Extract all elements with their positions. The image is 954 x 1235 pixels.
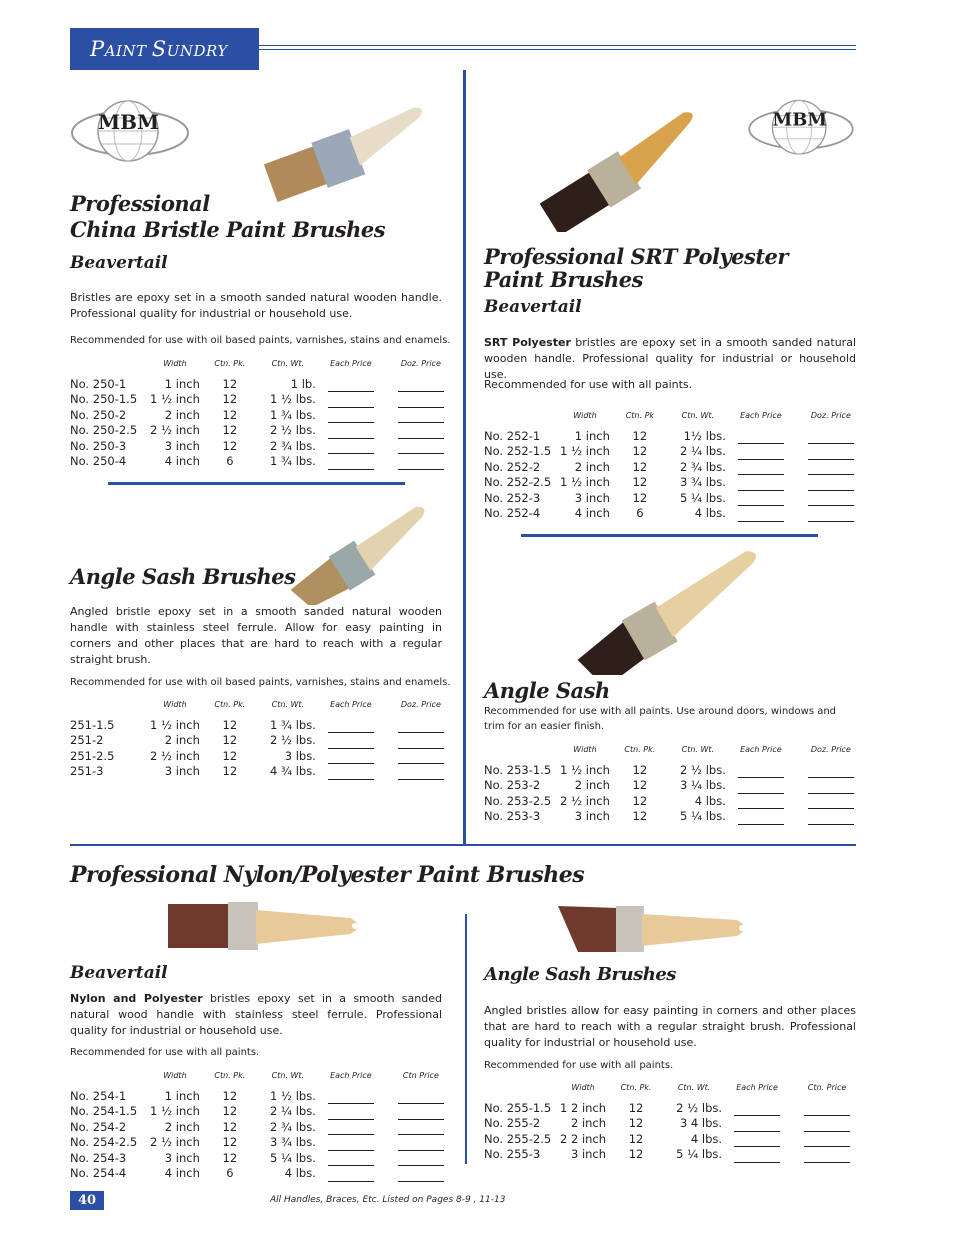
header-rule [259,49,856,50]
table-row [484,1116,862,1132]
angle-sash-title: Angle Sash Brushes [70,564,296,589]
each-price-blank [316,392,386,408]
china-description: Bristles are epoxy set in a smooth sanded natural wooden handle. Professional quality for industrial or household use. [70,291,442,320]
item-number: No. 250-2 [70,407,127,422]
column-divider [463,70,466,846]
total-price-blank [792,1147,862,1163]
each-price-blank [316,1151,386,1167]
mbm-logo [70,96,160,162]
width-cell: 1 ½ inch [560,444,610,458]
angle-sash-brush-image [270,495,450,605]
table-row [70,1104,456,1120]
nylon-beavertail-subtitle: Beavertail [70,963,168,983]
total-price-blank [386,1151,456,1167]
width-cell: 4 inch [164,1166,200,1180]
angle-sash-description: Angled bristle epoxy set in a smooth sanded natural wooden handle with stainless steel ferrule. Allow for easy painting in corners and other places that are hard to reach with a regular straight brush. [70,605,442,666]
item-number: No. 250-3 [70,438,127,453]
each-price-blank [316,377,386,393]
table-row [70,718,456,734]
carton-pack-cell: 12 [632,762,648,777]
angle-sash-srt-title: Angle Sash [484,678,610,703]
each-price-blank [316,439,386,455]
each-price-blank [722,1132,792,1148]
carton-pack-cell: 12 [222,423,238,437]
each-price-blank [722,1147,792,1163]
item-number: No. 255-2 [484,1116,541,1130]
total-price-blank [792,1132,862,1148]
item-number: No. 252-2 [484,459,541,474]
carton-weight-cell: 5 ¼ lbs. [679,490,726,505]
svg-text:MBM: MBM [772,109,828,131]
table-row [70,1089,456,1105]
width-cell: 1 ½ inch [150,717,200,732]
table-row [484,491,866,507]
nylon-angle-spec-table: Width Ctn. Pk. Ctn. Wt. Each Price Ctn. Price No. 255-1.5 1 2 inch 12 2 ½ lbs. No. 255-2 2 inch 12 3 4 lbs. No. 255-2.5 2 2 inch 12 4 lbs. No. 255-3 3 inch 12 5 ¼ lbs. [484,1080,862,1163]
each-price-blank [316,1166,386,1182]
total-price-blank [386,1135,456,1151]
width-cell: 2 inch [164,407,200,422]
carton-pack-cell: 6 [226,454,234,468]
width-cell: 2 ½ inch [150,423,200,437]
carton-weight-cell: 2 ¾ lbs. [679,459,726,474]
width-cell: 1 ½ inch [150,1104,200,1118]
width-cell: 2 inch [574,459,610,474]
total-price-blank [386,1089,456,1105]
nylon-beavertail-brush-image [160,896,370,958]
item-number: No. 255-3 [484,1147,541,1161]
carton-pack-cell: 12 [222,438,238,453]
carton-weight-cell: 4 ¾ lbs. [269,764,316,778]
carton-weight-cell: 3 ¾ lbs. [679,475,726,489]
item-number: No. 250-1 [70,376,127,391]
width-cell: 3 inch [164,764,200,778]
each-price-blank [726,794,796,810]
carton-weight-cell: 1 lb. [290,376,316,391]
each-price-blank [726,460,796,476]
china-subtitle: Beavertail [70,253,168,273]
width-cell: 4 inch [164,454,200,468]
each-price-blank [726,475,796,491]
each-price-blank [726,778,796,794]
carton-pack-cell: 12 [222,1150,238,1165]
carton-weight-cell: 5 ¼ lbs. [676,1147,723,1161]
carton-pack-cell: 12 [222,1104,238,1118]
table-row [70,1151,456,1167]
table-row [484,1147,862,1163]
nylon-angle-recommend: Recommended for use with all paints. [484,1060,674,1071]
each-price-blank [316,718,386,734]
total-price-blank [796,809,866,825]
srt-title: Professional SRT Polyester Paint Brushes [484,244,788,292]
carton-weight-cell: 4 lbs. [694,793,726,808]
carton-pack-cell: 12 [222,376,238,391]
carton-pack-cell: 12 [222,733,238,747]
carton-pack-cell: 6 [226,1166,234,1180]
item-number: No. 254-2.5 [70,1135,138,1149]
item-number: No. 254-1 [70,1088,127,1103]
table-row [70,764,456,780]
each-price-blank [726,429,796,445]
each-price-blank [316,1089,386,1105]
table-row [70,392,456,408]
each-price-blank [722,1116,792,1132]
carton-weight-cell: 5 ¼ lbs. [269,1150,316,1165]
each-price-blank [316,733,386,749]
nylon-title: Professional Nylon/Polyester Paint Brushes [70,862,585,888]
item-number: No. 253-3 [484,809,541,823]
carton-weight-cell: 2 ½ lbs. [676,1100,723,1115]
item-number: No. 252-3 [484,490,541,505]
item-number: No. 255-2.5 [484,1131,552,1146]
item-number: 251-2 [70,733,104,747]
total-price-blank [386,733,456,749]
carton-pack-cell: 6 [636,506,644,520]
carton-weight-cell: 2 ¼ lbs. [269,1104,316,1118]
carton-pack-cell: 12 [632,444,648,458]
page-number: 40 [70,1191,104,1210]
china-brush-image [222,92,442,202]
angle-sash-spec-table: Width Ctn. Pk. Ctn. Wt. Each Price Doz. Price 251-1.5 1 ½ inch 12 1 ¾ lbs. 251-2 2 inch 12 2 ½ lbs. 251-2.5 2 ½ inch 12 3 lbs. 251-3 3 inch 12 4 ¾ lbs. [70,697,456,780]
item-number: No. 253-1.5 [484,762,552,777]
table-row [70,1135,456,1151]
width-cell: 2 inch [574,778,610,792]
carton-pack-cell: 12 [628,1116,644,1130]
width-cell: 3 inch [570,1147,607,1161]
table-row [70,749,456,765]
table-row [70,733,456,749]
each-price-blank [316,764,386,780]
item-number: No. 253-2.5 [484,793,552,808]
carton-weight-cell: 2 ½ lbs. [269,733,316,747]
srt-subtitle: Beavertail [484,297,582,317]
table-row [484,429,866,445]
carton-weight-cell: 4 lbs. [694,506,726,520]
table-row [484,506,866,522]
item-number: No. 255-1.5 [484,1100,552,1115]
table-row [70,423,456,439]
table-row [70,1166,456,1182]
table-row [70,377,456,393]
total-price-blank [386,1120,456,1136]
carton-pack-cell: 12 [222,748,238,763]
china-title: Professional China Bristle Paint Brushes [70,191,386,242]
total-price-blank [386,749,456,765]
width-cell: 1 ½ inch [150,392,200,406]
carton-weight-cell: 1 ½ lbs. [269,1088,316,1103]
carton-weight-cell: 1½ lbs. [683,428,726,443]
carton-pack-cell: 12 [632,475,648,489]
total-price-blank [386,764,456,780]
total-price-blank [792,1101,862,1117]
table-row [484,460,866,476]
carton-weight-cell: 2 ½ lbs. [679,762,726,777]
total-price-blank [792,1116,862,1132]
width-cell: 3 inch [164,438,200,453]
srt-description: SRT Polyester bristles are epoxy set in a smooth sanded natural wooden handle. Professional quality for industrial or household use. [484,336,857,381]
item-number: 251-1.5 [70,717,115,732]
each-price-blank [316,1135,386,1151]
width-cell: 2 ½ inch [150,1135,200,1149]
carton-weight-cell: 1 ¾ lbs. [269,717,316,732]
total-price-blank [796,763,866,779]
section-divider [108,482,405,485]
width-cell: 2 2 inch [560,1131,607,1146]
carton-pack-cell: 12 [632,793,648,808]
carton-pack-cell: 12 [222,717,238,732]
srt-recommend: Recommended for use with all paints. [484,378,693,391]
each-price-blank [316,749,386,765]
total-price-blank [386,1166,456,1182]
total-price-blank [386,392,456,408]
item-number: 251-2.5 [70,748,115,763]
each-price-blank [316,423,386,439]
item-number: No. 252-1 [484,428,541,443]
table-row [484,1132,862,1148]
table-row [70,454,456,470]
total-price-blank [796,475,866,491]
carton-pack-cell: 12 [222,1135,238,1149]
nylon-beavertail-recommend: Recommended for use with all paints. [70,1047,260,1058]
carton-weight-cell: 1 ¾ lbs. [269,454,316,468]
width-cell: 2 inch [164,733,200,747]
width-cell: 4 inch [574,506,610,520]
carton-weight-cell: 2 ½ lbs. [269,423,316,437]
carton-weight-cell: 4 lbs. [690,1131,723,1146]
angle-sash-srt-description: Recommended for use with all paints. Use around doors, windows and trim for an easier finish. [484,706,837,732]
total-price-blank [796,778,866,794]
item-number: No. 254-1.5 [70,1104,138,1118]
width-cell: 1 inch [164,1088,200,1103]
total-price-blank [386,439,456,455]
nylon-beavertail-description: Nylon and Polyester bristles epoxy set in a smooth sanded natural wood handle with stainless steel ferrule. Professional quality for industrial or household use. [70,992,442,1037]
total-price-blank [386,408,456,424]
table-row [484,809,866,825]
item-number: No. 250-2.5 [70,423,138,437]
carton-weight-cell: 4 lbs. [284,1166,316,1180]
width-cell: 1 inch [164,376,200,391]
item-number: No. 252-2.5 [484,475,552,489]
width-cell: 2 inch [570,1116,607,1130]
srt-spec-table: Width Ctn. Pk Ctn. Wt. Each Price Doz. Price No. 252-1 1 inch 12 1½ lbs. No. 252-1.5 1 ½ inch 12 2 ¼ lbs. No. 252-2 2 inch 12 2 ¾ lbs. No. 252-2.5 1 ½ inch 12 3 ¾ lbs. No. 252-3 3 inch 12 5 ¼ lbs. No. 252-4 4 inch 6 4 lbs. [484,408,866,522]
each-price-blank [726,809,796,825]
item-number: No. 250-1.5 [70,392,138,406]
carton-weight-cell: 2 ¼ lbs. [679,444,726,458]
item-number: No. 254-2 [70,1119,127,1134]
table-row [70,1120,456,1136]
total-price-blank [796,444,866,460]
each-price-blank [726,444,796,460]
table-row [484,1101,862,1117]
carton-pack-cell: 12 [632,428,648,443]
total-price-blank [386,377,456,393]
carton-pack-cell: 12 [628,1147,644,1161]
table-row [484,794,866,810]
width-cell: 1 ½ inch [560,762,610,777]
carton-weight-cell: 2 ¾ lbs. [269,438,316,453]
carton-pack-cell: 12 [222,407,238,422]
carton-pack-cell: 12 [632,778,648,792]
angle-sash-srt-spec-table: Width Ctn. Pk. Ctn. Wt. Each Price Doz. Price No. 253-1.5 1 ½ inch 12 2 ½ lbs. No. 253-2 2 inch 12 3 ¼ lbs. No. 253-2.5 2 ½ inch 12 4 lbs. No. 253-3 3 inch 12 5 ¼ lbs. [484,742,866,825]
width-cell: 3 inch [574,809,610,823]
angle-sash-recommend: Recommended for use with oil based paints, varnishes, stains and enamels. [70,677,451,688]
svg-text:MBM: MBM [98,110,160,134]
width-cell: 1 inch [574,428,610,443]
item-number: 251-3 [70,764,104,778]
nylon-angle-brush-image [552,900,757,958]
width-cell: 3 inch [164,1150,200,1165]
total-price-blank [386,423,456,439]
total-price-blank [796,429,866,445]
width-cell: 3 inch [574,490,610,505]
nylon-angle-subtitle: Angle Sash Brushes [484,964,676,985]
each-price-blank [316,408,386,424]
table-row [484,475,866,491]
table-row [70,439,456,455]
carton-weight-cell: 1 ½ lbs. [269,392,316,406]
nylon-angle-description: Angled bristles allow for easy painting in corners and other places that are hard to reach with a regular straight brush. Professional quality for industrial or household use. [484,1004,856,1049]
width-cell: 1 2 inch [560,1100,607,1115]
table-row [484,763,866,779]
each-price-blank [726,506,796,522]
carton-weight-cell: 5 ¼ lbs. [679,809,726,823]
width-cell: 2 ½ inch [560,793,610,808]
carton-pack-cell: 12 [222,1119,238,1134]
srt-brush-image [512,102,722,232]
carton-weight-cell: 3 lbs. [284,748,316,763]
item-number: No. 252-1.5 [484,444,552,458]
section-divider [521,534,818,537]
item-number: No. 254-3 [70,1150,127,1165]
each-price-blank [316,1120,386,1136]
carton-pack-cell: 12 [632,490,648,505]
total-price-blank [386,454,456,470]
nylon-beavertail-spec-table: Width Ctn. Pk. Ctn. Wt. Each Price Ctn Price No. 254-1 1 inch 12 1 ½ lbs. No. 254-1.5 1 ½ inch 12 2 ¼ lbs. No. 254-2 2 inch 12 2 ¾ lbs. No. 254-2.5 2 ½ inch 12 3 ¾ lbs. No. 254-3 3 inch 12 5 ¼ lbs. No. 254-4 4 inch 6 4 lbs. [70,1068,456,1182]
carton-weight-cell: 3 ¾ lbs. [269,1135,316,1149]
mbm-logo [746,96,836,162]
item-number: No. 254-4 [70,1166,127,1180]
total-price-blank [796,460,866,476]
each-price-blank [722,1101,792,1117]
carton-weight-cell: 3 4 lbs. [679,1116,723,1130]
total-price-blank [796,506,866,522]
carton-pack-cell: 12 [632,459,648,474]
column-divider [465,914,467,1164]
width-cell: 2 ½ inch [150,748,200,763]
each-price-blank [316,454,386,470]
width-cell: 2 inch [164,1119,200,1134]
table-row [484,778,866,794]
carton-pack-cell: 12 [628,1100,644,1115]
carton-pack-cell: 12 [222,764,238,778]
each-price-blank [316,1104,386,1120]
china-recommend: Recommended for use with oil based paints, varnishes, stains and enamels. [70,335,451,346]
table-row [484,444,866,460]
item-number: No. 253-2 [484,778,541,792]
each-price-blank [726,491,796,507]
carton-pack-cell: 12 [222,1088,238,1103]
carton-pack-cell: 12 [628,1131,644,1146]
total-price-blank [796,794,866,810]
section-title: PAINT SUNDRY [70,28,259,70]
width-cell: 1 ½ inch [560,475,610,489]
total-price-blank [386,718,456,734]
carton-pack-cell: 12 [222,392,238,406]
total-price-blank [796,491,866,507]
section-divider [70,844,856,846]
carton-weight-cell: 3 ¼ lbs. [679,778,726,792]
china-spec-table: Width Ctn. Pk. Ctn. Wt. Each Price Doz. Price No. 250-1 1 inch 12 1 lb. No. 250-1.5 1 ½ inch 12 1 ½ lbs. No. 250-2 2 inch 12 1 ¾ lbs. No. 250-2.5 2 ½ inch 12 2 ½ lbs. No. 250-3 3 inch 12 2 ¾ lbs. No. 250-4 4 inch 6 1 ¾ lbs. [70,356,456,470]
carton-weight-cell: 2 ¾ lbs. [269,1119,316,1134]
item-number: No. 252-4 [484,506,541,520]
total-price-blank [386,1104,456,1120]
footer-note: All Handles, Braces, Etc. Listed on Pages 8-9 , 11-13 [270,1195,506,1205]
each-price-blank [726,763,796,779]
angle-sash-srt-brush-image [555,545,785,675]
carton-pack-cell: 12 [632,809,648,823]
carton-weight-cell: 1 ¾ lbs. [269,407,316,422]
table-row [70,408,456,424]
header-rule [259,45,856,46]
item-number: No. 250-4 [70,454,127,468]
